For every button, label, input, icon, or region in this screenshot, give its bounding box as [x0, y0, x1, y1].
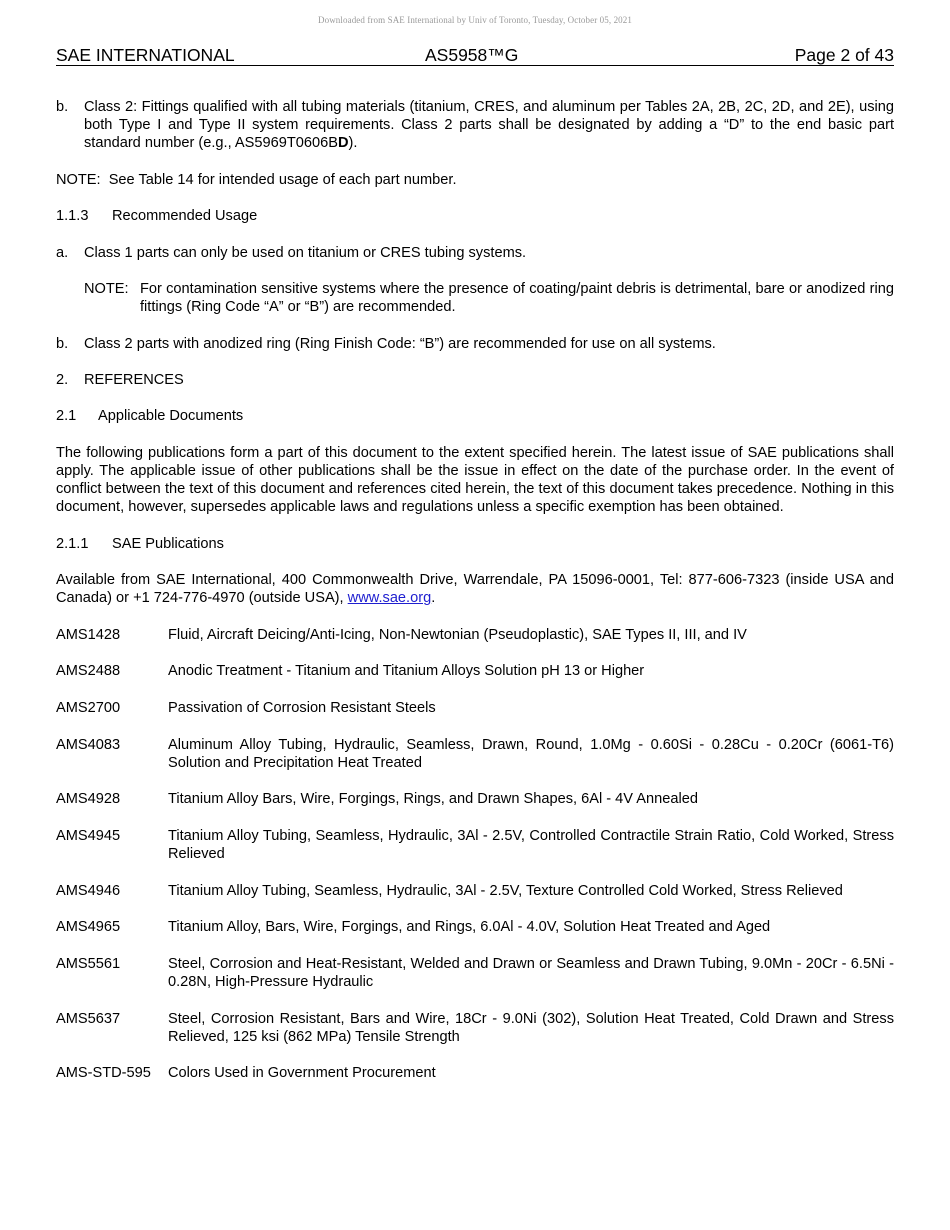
reference-title: Titanium Alloy Tubing, Seamless, Hydraulic, 3Al - 2.5V, Controlled Contractile Strain Ratio, Cold Worked, Stress Relieved: [168, 827, 894, 863]
section-2-1-heading: [56, 407, 894, 425]
note-table14: NOTE: See Table 14 for intended usage of each part number.: [56, 171, 457, 188]
reference-item: [56, 699, 894, 717]
sae-website-link[interactable]: www.sae.org: [347, 590, 432, 607]
usage-b-text: Class 2 parts with anodized ring (Ring Finish Code: “B”) are recommended for use on all systems.: [84, 335, 716, 352]
section-2-heading: [56, 371, 894, 389]
reference-item: [56, 790, 894, 808]
reference-code: AMS4083: [56, 736, 121, 753]
reference-title: Passivation of Corrosion Resistant Steels: [168, 699, 436, 716]
usage-note-text: For contamination sensitive systems where the presence of coating/paint debris is detrimental, bare or anodized ring fittings (Ring Code “A” or “B”) are recommended.: [140, 280, 894, 316]
usage-note-label: NOTE:: [84, 280, 129, 297]
reference-item: [56, 955, 894, 991]
usage-b-item: [56, 335, 894, 353]
reference-title: Fluid, Aircraft Deicing/Anti-Icing, Non-Newtonian (Pseudoplastic), SAE Types II, III, and IV: [168, 626, 747, 643]
section-number: 1.1.3: [56, 208, 89, 225]
reference-item: [56, 736, 894, 772]
header-page-number: Page 2 of 43: [794, 45, 894, 65]
page-header: [56, 43, 894, 66]
availability-end: .: [431, 590, 436, 607]
reference-title: Steel, Corrosion and Heat-Resistant, Welded and Drawn or Seamless and Drawn Tubing, 9.0Mn - 20Cr - 6.5Ni - 0.28N, High-Pressure Hydraulic: [168, 955, 894, 991]
reference-code: AMS-STD-595: [56, 1065, 151, 1082]
reference-title: Colors Used in Government Procurement: [168, 1065, 436, 1082]
usage-a-label: a.: [56, 244, 69, 261]
reference-code: AMS1428: [56, 626, 121, 643]
section-number: 2.1: [56, 408, 77, 425]
usage-a-item: [56, 244, 894, 262]
reference-code: AMS2488: [56, 663, 121, 680]
reference-item: [56, 882, 894, 900]
reference-code: AMS4965: [56, 919, 121, 936]
usage-note: [84, 280, 894, 316]
reference-title: Steel, Corrosion Resistant, Bars and Wire, 18Cr - 9.0Ni (302), Solution Heat Treated, Cold Drawn and Stress Relieved, 125 ksi (862 MPa) Tensile Strength: [168, 1010, 894, 1045]
reference-title: Aluminum Alloy Tubing, Hydraulic, Seamless, Drawn, Round, 1.0Mg - 0.60Si - 0.28Cu - 0.20Cr (6061-T6) Solution and Precipitation Heat Treated: [168, 736, 894, 771]
reference-code: AMS4946: [56, 882, 121, 899]
reference-code: AMS5561: [56, 955, 121, 972]
section-title: Applicable Documents: [98, 408, 244, 425]
reference-title: Titanium Alloy Bars, Wire, Forgings, Rings, and Drawn Shapes, 6Al - 4V Annealed: [168, 791, 698, 808]
section-number: 2.1.1: [56, 535, 89, 552]
reference-item: [56, 626, 894, 644]
reference-title: Anodic Treatment - Titanium and Titanium Alloys Solution pH 13 or Higher: [168, 663, 645, 680]
section-title: REFERENCES: [84, 371, 184, 388]
reference-code: AMS4945: [56, 827, 121, 844]
download-watermark: Downloaded from SAE International by Univ of Toronto, Tuesday, October 05, 2021: [318, 15, 632, 25]
class2-text: Class 2: Fittings qualified with all tubing materials (titanium, CRES, and aluminum per Tables 2A, 2B, 2C, 2D, and 2E), using both Type I and Type II system requirements. Class 2 parts shall be designated by adding a “D” to the end basic part standard number (e.g., AS5969T0606B: [84, 99, 894, 152]
reference-item: [56, 1010, 894, 1046]
section-number: 2.: [56, 371, 69, 388]
reference-list: [56, 626, 894, 1083]
class2-item: [56, 98, 894, 153]
reference-code: AMS2700: [56, 699, 121, 716]
section-1-1-3-heading: [56, 207, 894, 225]
applicable-documents-paragraph: The following publications form a part of this document to the extent specified herein. The latest issue of SAE publications shall apply. The applicable issue of other publications shall be the issue in effect on the date of the purchase order. In the event of conflict between the text of this document and references cited herein, the text of this document takes precedence. Nothing in this document, however, supersedes applicable laws and regulations unless a specific exemption has been obtained.: [56, 444, 894, 516]
usage-b-label: b.: [56, 335, 69, 352]
section-2-1-1-heading: [56, 535, 894, 553]
reference-title: Titanium Alloy, Bars, Wire, Forgings, and Rings, 6.0Al - 4.0V, Solution Heat Treated and Aged: [168, 919, 771, 936]
reference-code: AMS5637: [56, 1010, 121, 1027]
availability-paragraph: [56, 571, 894, 607]
availability-text: Available from SAE International, 400 Commonwealth Drive, Warrendale, PA 15096-0001, Tel: 877-606-7323 (inside USA and Canada) or +1 724-776-4970 (outside USA),: [56, 572, 894, 607]
class2-text-end: ).: [348, 135, 358, 152]
section-title: Recommended Usage: [112, 208, 258, 225]
reference-item: [56, 662, 894, 680]
section-title: SAE Publications: [112, 535, 224, 552]
class2-bold-suffix: D: [337, 135, 349, 152]
header-org: SAE INTERNATIONAL: [56, 45, 235, 65]
reference-item: [56, 827, 894, 863]
reference-code: AMS4928: [56, 791, 121, 808]
header-doc-id: AS5958™G: [425, 45, 519, 65]
reference-title: Titanium Alloy Tubing, Seamless, Hydraulic, 3Al - 2.5V, Texture Controlled Cold Worked, Stress Relieved: [168, 882, 843, 899]
reference-item: [56, 918, 894, 936]
class2-label: b.: [56, 99, 69, 115]
reference-item: [56, 1064, 894, 1082]
document-body: [56, 98, 894, 1101]
usage-a-text: Class 1 parts can only be used on titanium or CRES tubing systems.: [84, 244, 527, 261]
